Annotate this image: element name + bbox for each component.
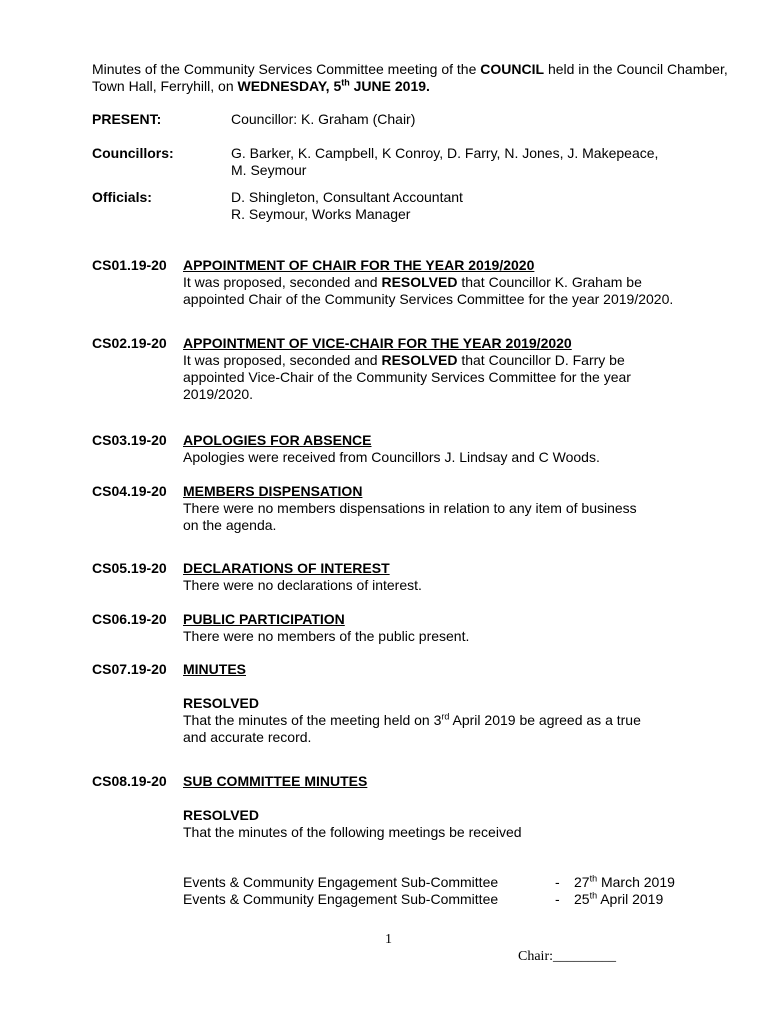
officials-label: Officials: bbox=[92, 189, 152, 205]
meeting-intro: Minutes of the Community Services Committee meeting of the COUNCIL held in the Council Chamber, Town Hall, Ferryhill, on WEDNESDAY, 5th JUNE 2019. bbox=[92, 61, 728, 94]
item-cs08-resolution: RESOLVED That the minutes of the following meetings be received bbox=[183, 807, 743, 841]
item-cs04: MEMBERS DISPENSATION There were no members dispensations in relation to any item of business on the agenda. bbox=[183, 483, 743, 534]
item-heading: SUB COMMITTEE MINUTES bbox=[183, 773, 368, 789]
item-code-cs05: CS05.19-20 bbox=[92, 560, 167, 576]
page-number: 1 bbox=[385, 932, 392, 947]
item-cs02: APPOINTMENT OF VICE-CHAIR FOR THE YEAR 2019/2020 It was proposed, seconded and RESOLVED that Councillor D. Farry be appointed Vice-Chair of the Community Services Committee for the year 2019/2020. bbox=[183, 335, 743, 403]
meeting-dash: - bbox=[555, 874, 560, 890]
officials-list: D. Shingleton, Consultant Accountant R. Seymour, Works Manager bbox=[231, 189, 463, 222]
item-code-cs03: CS03.19-20 bbox=[92, 432, 167, 448]
item-code-cs02: CS02.19-20 bbox=[92, 335, 167, 351]
item-heading: PUBLIC PARTICIPATION bbox=[183, 611, 345, 627]
item-code-cs06: CS06.19-20 bbox=[92, 611, 167, 627]
item-heading: APPOINTMENT OF VICE-CHAIR FOR THE YEAR 2019/2020 bbox=[183, 335, 572, 351]
meeting-dash: - bbox=[555, 891, 560, 907]
item-cs08 bbox=[183, 773, 743, 790]
item-heading: DECLARATIONS OF INTEREST bbox=[183, 560, 390, 576]
present-label: PRESENT: bbox=[92, 111, 162, 127]
item-code-cs08: CS08.19-20 bbox=[92, 773, 167, 789]
item-heading: APOLOGIES FOR ABSENCE bbox=[183, 432, 372, 448]
item-heading: APPOINTMENT OF CHAIR FOR THE YEAR 2019/2020 bbox=[183, 257, 535, 273]
councillors-label: Councillors: bbox=[92, 145, 174, 161]
resolved-label: RESOLVED bbox=[183, 807, 259, 823]
councillors-list: G. Barker, K. Campbell, K Conroy, D. Farry, N. Jones, J. Makepeace, M. Seymour bbox=[231, 145, 659, 178]
meeting-name: Events & Community Engagement Sub-Committee bbox=[183, 891, 499, 907]
present-value: Councillor: K. Graham (Chair) bbox=[231, 111, 416, 127]
council-keyword: COUNCIL bbox=[480, 61, 545, 77]
item-code-cs04: CS04.19-20 bbox=[92, 483, 167, 499]
item-cs07-resolution: RESOLVED That the minutes of the meeting held on 3rd April 2019 be agreed as a true and accurate record. bbox=[183, 695, 743, 746]
item-cs06: PUBLIC PARTICIPATION There were no members of the public present. bbox=[183, 611, 743, 645]
item-cs07 bbox=[183, 661, 743, 678]
meeting-date: 25th April 2019 bbox=[574, 890, 664, 907]
meeting-date: 27th March 2019 bbox=[574, 873, 675, 890]
meeting-name: Events & Community Engagement Sub-Committee bbox=[183, 874, 499, 890]
item-code-cs01: CS01.19-20 bbox=[92, 257, 167, 273]
item-cs01: APPOINTMENT OF CHAIR FOR THE YEAR 2019/2020 It was proposed, seconded and RESOLVED that Councillor K. Graham be appointed Chair of the Community Services Committee for the year 2019/2020. bbox=[183, 257, 743, 308]
item-heading: MINUTES bbox=[183, 661, 246, 677]
chair-signature-line: Chair:_________ bbox=[518, 949, 616, 964]
item-cs03: APOLOGIES FOR ABSENCE Apologies were received from Councillors J. Lindsay and C Woods. bbox=[183, 432, 743, 466]
item-code-cs07: CS07.19-20 bbox=[92, 661, 167, 677]
item-heading: MEMBERS DISPENSATION bbox=[183, 483, 363, 499]
resolved-label: RESOLVED bbox=[183, 695, 259, 711]
item-cs05: DECLARATIONS OF INTEREST There were no declarations of interest. bbox=[183, 560, 743, 594]
meeting-date: WEDNESDAY, 5th JUNE 2019. bbox=[237, 77, 430, 94]
